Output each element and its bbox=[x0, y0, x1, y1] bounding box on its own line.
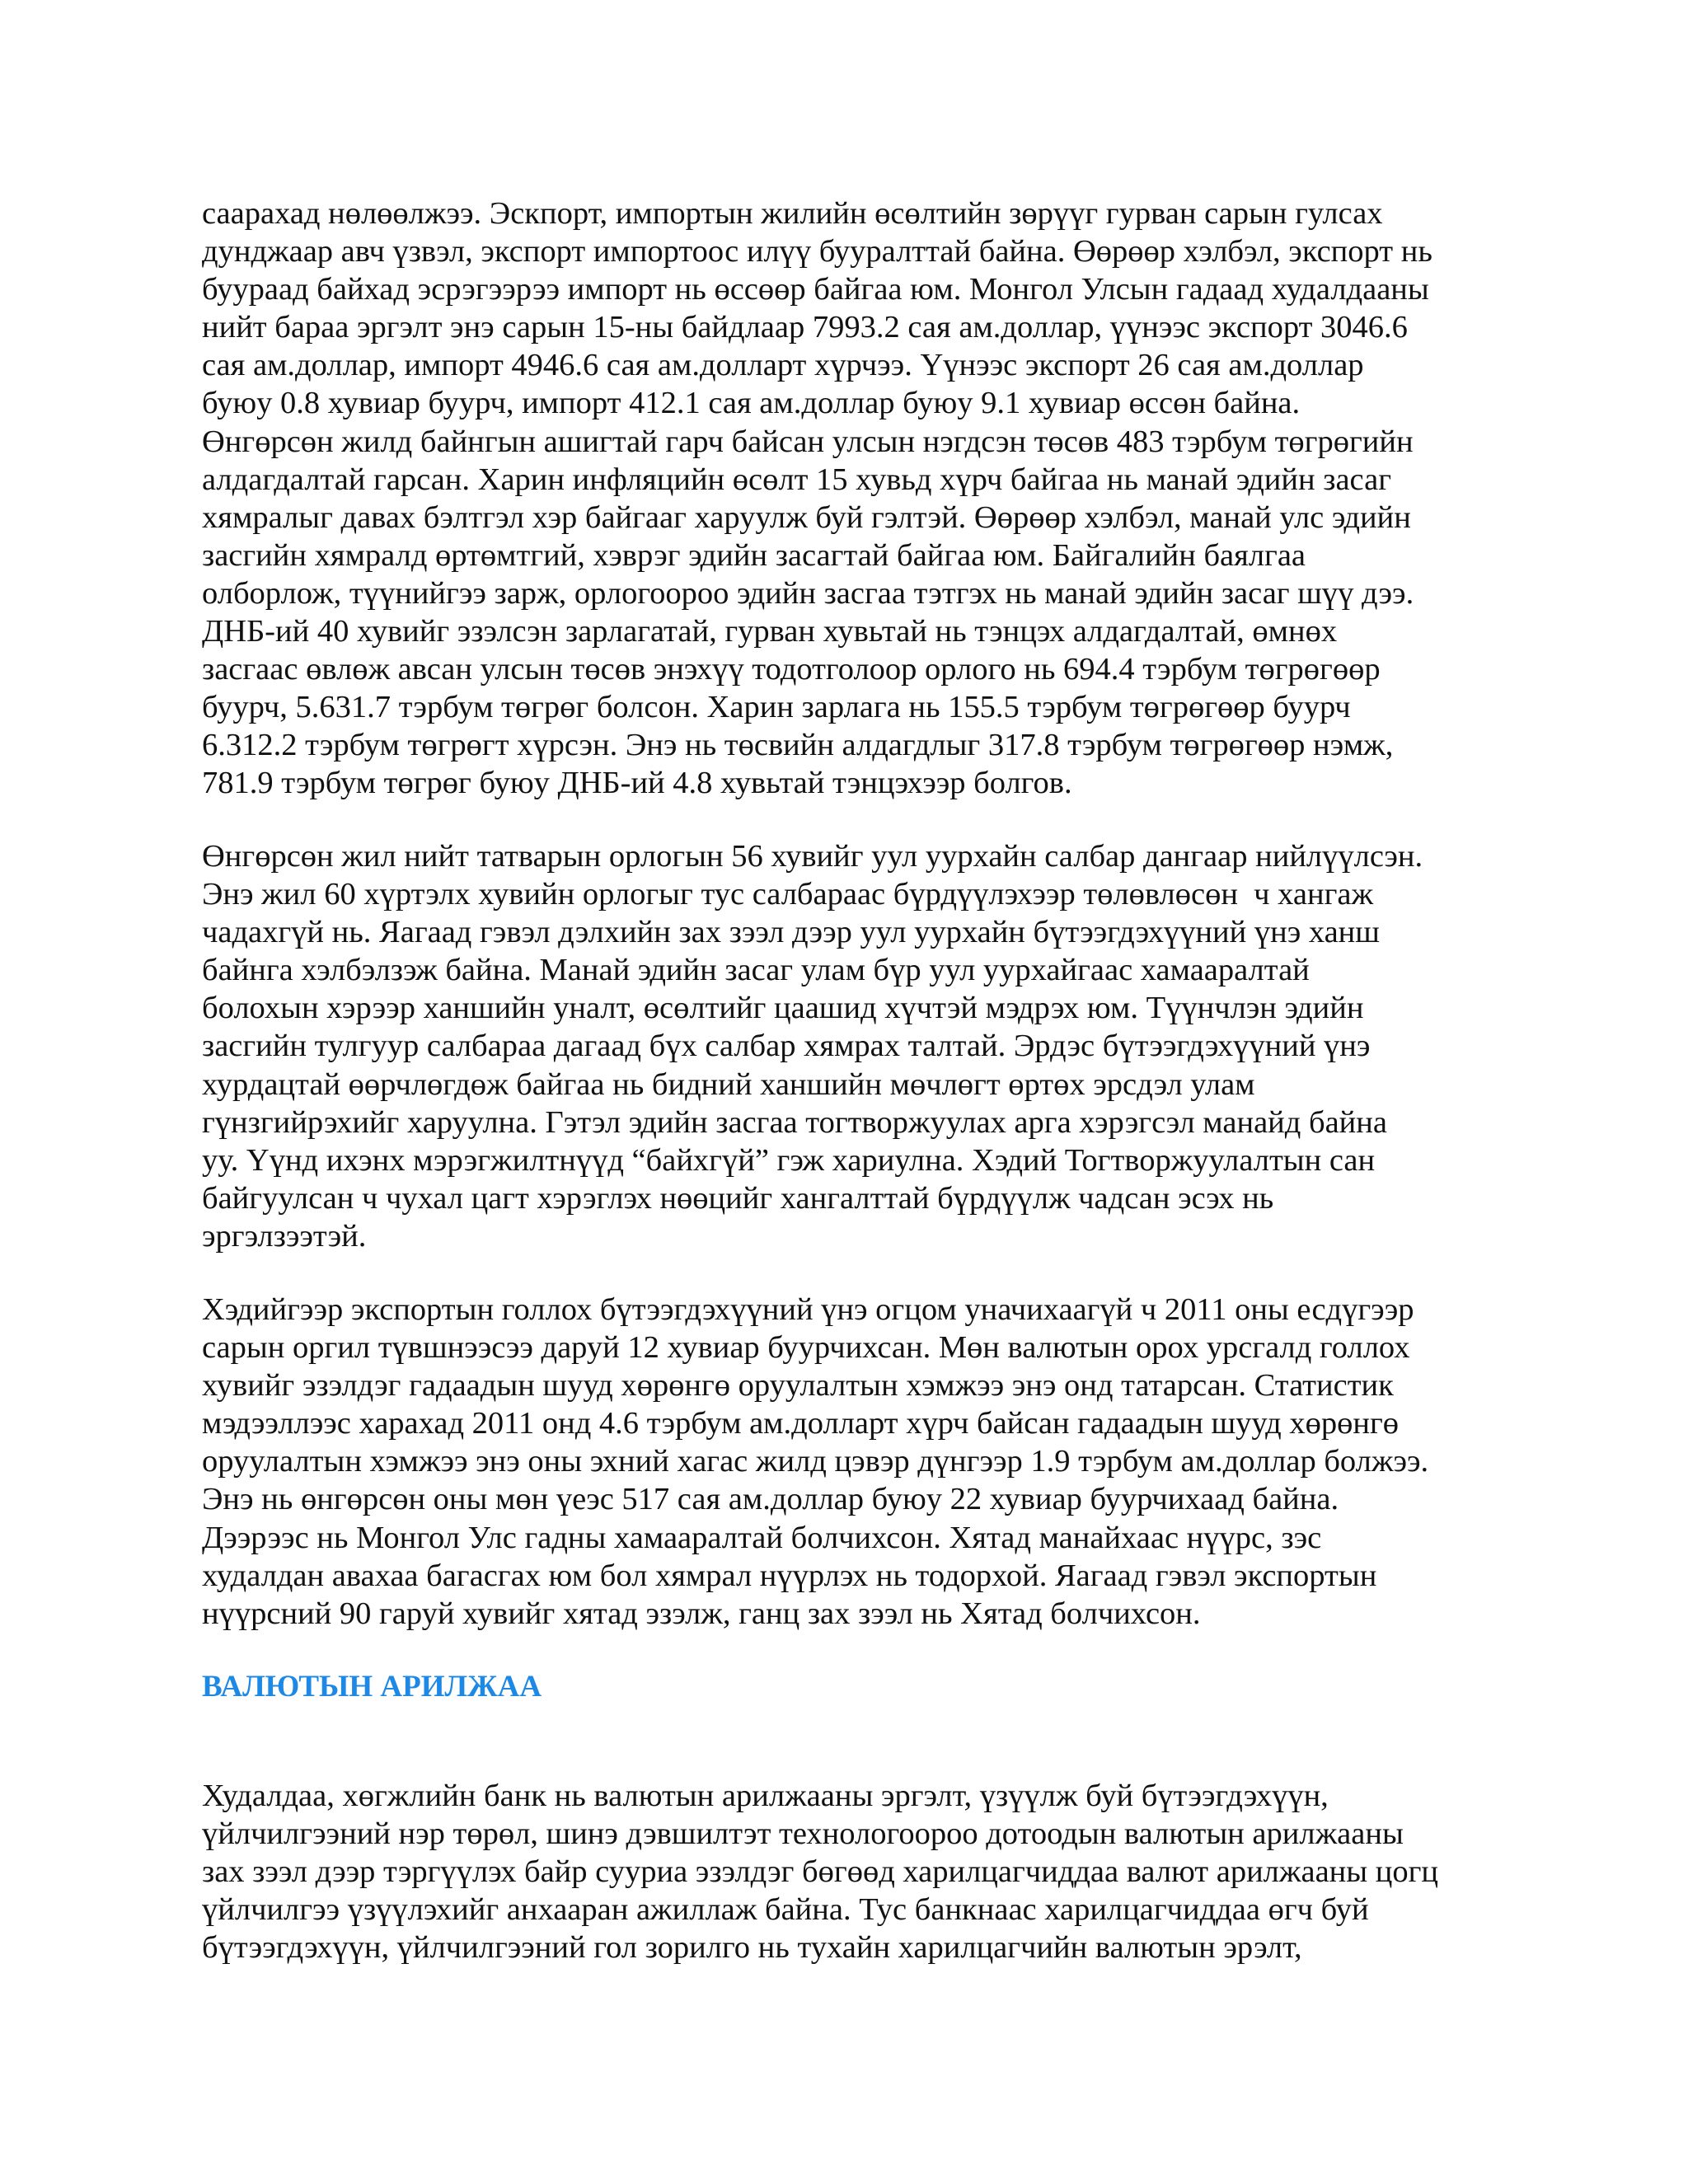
text-line: хурдацтай өөрчлөгдөж байгаа нь бидний ханшийн мөчлөгт өртөх эрсдэл улам bbox=[202, 1066, 1255, 1102]
text-line: чадахгүй нь. Яагаад гэвэл дэлхийн зах зээл дээр уул уурхайн бүтээгдэхүүний үнэ ханш bbox=[202, 915, 1380, 950]
text-line: Энэ жил 60 хүртэлх хувийн орлогыг тус салбараас бүрдүүлэхээр төлөвлөсөн ч хангаж bbox=[202, 877, 1374, 912]
text-line: засгийн хямралд өртөмтгий, хэврэг эдийн засагтай байгаа юм. Байгалийн баялгаа bbox=[202, 537, 1306, 573]
text-line: уу. Үүнд ихэнх мэрэгжилтнүүд “байхгүй” гэж хариулна. Хэдий Тогтворжуулалтын сан bbox=[202, 1142, 1376, 1178]
text-line: Өнгөрсөн жил нийт татварын орлогын 56 хувийг уул уурхайн салбар дангаар нийлүүлсэн. bbox=[202, 839, 1423, 874]
text-line: байгуулсан ч чухал цагт хэрэглэх нөөцийг хангалттай бүрдүүлж чадсан эсэх нь bbox=[202, 1180, 1274, 1216]
text-line: болохын хэрээр ханшийн уналт, өсөлтийг цаашид хүчтэй мэдрэх юм. Түүнчлэн эдийн bbox=[202, 991, 1364, 1026]
text-line: үйлчилгээний нэр төрөл, шинэ дэвшилтэт технологоороо дотоодын валютын арилжааны bbox=[202, 1816, 1404, 1852]
text-line: Хэдийгээр экспортын голлох бүтээгдэхүүний үнэ огцом уначихаагүй ч 2011 оны есдүгээр bbox=[202, 1292, 1414, 1327]
paragraph-export-fdi bbox=[202, 1291, 1428, 1633]
text-line: нийт бараа эргэлт энэ сарын 15-ны байдлаар 7993.2 сая ам.доллар, үүнээс экспорт 3046.6 bbox=[202, 310, 1408, 345]
text-line: хямралыг давах бэлтгэл хэр байгааг харуулж буй гэлтэй. Өөрөөр хэлбэл, манай улс эдийн bbox=[202, 499, 1411, 535]
text-line: Дээрээс нь Монгол Улс гадны хамааралтай болчихсон. Хятад манайхаас нүүрс, зэс bbox=[202, 1520, 1322, 1555]
text-line: гүнзгийрэхийг харуулна. Гэтэл эдийн засгаа тогтворжуулах арга хэрэгсэл манайд байна bbox=[202, 1104, 1387, 1140]
text-line: мэдээллээс харахад 2011 онд 4.6 тэрбум ам.долларт хүрч байсан гадаадын шууд хөрөнгө bbox=[202, 1406, 1400, 1441]
text-line: засгийн тулгуур салбараа дагаад бүх салбар хямрах талтай. Эрдэс бүтээгдэхүүний үнэ bbox=[202, 1029, 1371, 1064]
text-line: зах зээл дээр тэргүүлэх байр сууриа эзэлдэг бөгөөд харилцагчиддаа валют арилжааны цогц bbox=[202, 1854, 1439, 1890]
text-line: оруулалтын хэмжээ энэ оны эхний хагас жилд цэвэр дүнгээр 1.9 тэрбум ам.доллар болжээ. bbox=[202, 1444, 1429, 1479]
text-line: ДНБ-ий 40 хувийг эзэлсэн зарлагатай, гурван хувьтай нь тэнцэх алдагдалтай, өмнөх bbox=[202, 614, 1338, 649]
text-line: Өнгөрсөн жилд байнгын ашигтай гарч байсан улсын нэгдсэн төсөв 483 тэрбум төгрөгийн bbox=[202, 424, 1414, 459]
text-line: саарахад нөлөөлжээ. Эскпорт, импортын жилийн өсөлтийн зөрүүг гурван сарын гулсах bbox=[202, 196, 1383, 231]
text-line: 6.312.2 тэрбум төгрөгт хүрсэн. Энэ нь төсвийн алдагдлыг 317.8 тэрбум төгрөгөөр нэмж, bbox=[202, 728, 1394, 763]
text-line: засгаас өвлөж авсан улсын төсөв энэхүү тодотголоор орлого нь 694.4 тэрбум төгрөгөөр bbox=[202, 652, 1381, 687]
text-line: байнга хэлбэлзэж байна. Манай эдийн засаг улам бүр уул уурхайгаас хамааралтай bbox=[202, 953, 1310, 988]
text-line: бүтээгдэхүүн, үйлчилгээний гол зорилго нь тухайн харилцагчийн валютын эрэлт, bbox=[202, 1930, 1302, 1966]
text-line: буурч, 5.631.7 тэрбум төгрөг болсон. Харин зарлага нь 155.5 тэрбум төгрөгөөр буурч bbox=[202, 690, 1351, 725]
section-heading: ВАЛЮТЫН АРИЛЖАА bbox=[202, 1670, 542, 1704]
text-line: алдагдалтай гарсан. Харин инфляцийн өсөлт 15 хувьд хүрч байгаа нь манай эдийн засаг bbox=[202, 462, 1391, 497]
paragraph-mining-revenue bbox=[202, 837, 1423, 1255]
paragraph-currency-trading bbox=[202, 1777, 1438, 1966]
text-line: буюу 0.8 хувиар буурч, импорт 412.1 сая ам.доллар буюу 9.1 хувиар өссөн байна. bbox=[202, 386, 1301, 421]
text-line: Энэ нь өнгөрсөн оны мөн үеэс 517 сая ам.доллар буюу 22 хувиар буурчихаад байна. bbox=[202, 1482, 1339, 1517]
text-line: сая ам.доллар, импорт 4946.6 сая ам.долларт хүрчээ. Үүнээс экспорт 26 сая ам.доллар bbox=[202, 348, 1364, 383]
text-line: буураад байхад эсрэгээрээ импорт нь өссөөр байгаа юм. Монгол Улсын гадаад худалдааны bbox=[202, 272, 1429, 307]
text-line: олборлож, түүнийгээ зарж, орлогоороо эдийн засгаа тэтгэх нь манай эдийн засаг шүү дээ. bbox=[202, 575, 1414, 611]
paragraph-trade-budget bbox=[202, 194, 1432, 803]
text-line: нүүрсний 90 гаруй хувийг хятад эзэлж, ганц зах зээл нь Хятад болчихсон. bbox=[202, 1596, 1201, 1631]
text-line: сарын оргил түвшнээсээ даруй 12 хувиар буурчихсан. Мөн валютын орох урсгалд голлох bbox=[202, 1330, 1410, 1366]
text-line: худалдан авахаа багасгах юм бол хямрал нүүрлэх нь тодорхой. Яагаад гэвэл экспортын bbox=[202, 1558, 1377, 1593]
text-line: Худалдаа, хөгжлийн банк нь валютын арилжааны эргэлт, үзүүлж буй бүтээгдэхүүн, bbox=[202, 1779, 1329, 1813]
text-line: дунджаар авч үзвэл, экспорт импортоос илүү бууралттай байна. Өөрөөр хэлбэл, экспорт нь bbox=[202, 234, 1432, 269]
text-line: 781.9 тэрбум төгрөг буюу ДНБ-ий 4.8 хувьтай тэнцэхээр болгов. bbox=[202, 766, 1072, 801]
text-line: үйлчилгээ үзүүлэхийг анхааран ажиллаж байна. Тус банкнаас харилцагчиддаа өгч буй bbox=[202, 1892, 1369, 1928]
text-line: хувийг эзэлдэг гадаадын шууд хөрөнгө оруулалтын хэмжээ энэ онд татарсан. Статистик bbox=[202, 1368, 1394, 1404]
text-line: эргэлзээтэй. bbox=[202, 1218, 367, 1254]
